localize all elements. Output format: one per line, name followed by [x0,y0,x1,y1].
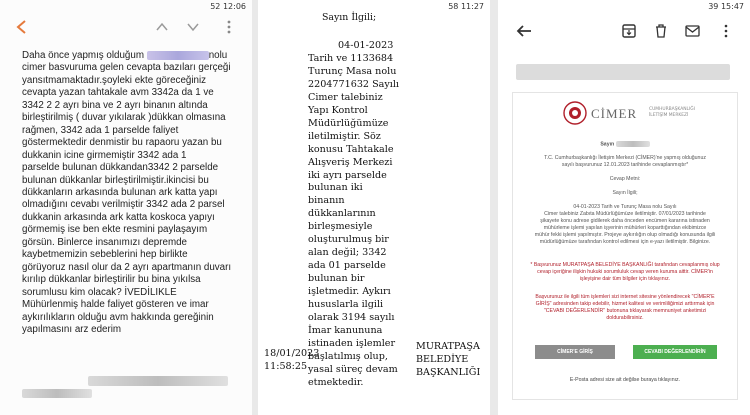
signature-line: MURATPAŞA [416,341,480,352]
letter-line: konusu Tahtakale [308,143,394,155]
message-toolbar [0,14,252,42]
letter-line: 04-01-2023 [338,40,394,51]
message-line [22,112,232,124]
letter-line: oluşturulmuş bir [308,234,389,246]
letter-line: olarak 3194 sayılı [308,312,395,324]
logo-sub-line: CUMHURBAŞKANLIĞI [649,107,695,112]
footer-link[interactable]: E-Posta adresi size ait değilse buraya tıklayınız. [569,377,681,383]
redacted-number [147,51,209,60]
message-line [22,125,232,137]
message-line [22,237,232,249]
letter-line: hususlarla ilgili [308,299,384,311]
status-time: 39 15:47 [708,2,744,11]
delete-icon[interactable] [655,24,667,38]
message-text: dükkanların arkasında bulunan ark katta yapı [22,186,218,198]
message-body [22,50,232,336]
salutation-text: Sayın [600,141,615,148]
message-text: cimer basvuruma gelen cevapta bazıları gerçeği [22,62,231,74]
letter-signature [416,341,480,379]
message-line [22,212,232,224]
more-icon[interactable] [224,19,234,35]
back-arrow-icon[interactable] [14,19,30,35]
signature-line: BAŞKANLIĞI [416,366,481,378]
letter-line: birleşmesiyle [308,221,373,233]
status-bar [498,0,750,14]
reply-line: 04-01-2023 Tarih ve Turunç Masa nolu Sayılı [573,204,677,210]
letter-line: Turunç Masa nolu [308,65,397,77]
letter-line: bulunan iki [308,182,363,194]
message-line [22,187,232,199]
message-text: parselde bulunan dükkandan3342 2 parselde [22,162,219,174]
message-line [22,299,232,311]
notice-line: cevap içeriğine ilişkin hukuki sorumluluk cevap veren kuruma aittir. CİMER'in [537,269,713,275]
signature-line: BELEDİYE [416,353,469,365]
message-line [22,287,232,299]
message-text: yansıtmamaktadır.şoyleki ekte göreceğiniz [22,74,207,86]
letter-line: ada 01 parselde [308,260,386,272]
message-text: görsün. Binlerce insanımızı depremde [22,236,187,248]
letter-timestamp [264,348,319,374]
message-text: yapılmasını arz ederim [22,323,122,335]
message-text: nolu [208,50,228,61]
reply-line: mühürleme işlemi yapılan işyerinin mühürleri koparttığından ekibimizce [543,225,707,231]
message-line [22,75,232,87]
letter-line: bulunan bir [308,273,365,285]
reply-line: Cimer talebiniz Zabıta Müdürlüğümüze iletilmiştir. 07/01/2023 tarihinde [544,211,706,217]
message-text: göstermektedir denmistir bu rapaoru yazan bu [22,137,222,149]
reply-line: mühür fekki işlemi yapılmıştır. Projeye aykırılığın olup olmadığı konusunda ilgili [534,232,716,238]
email-screen [498,0,750,415]
status-time: 58 11:27 [448,2,484,11]
message-text: görmemiş ise ben ekte resmini paylaşayım [22,224,208,236]
logo-sub-line: İLETİŞİM MERKEZİ [649,112,689,118]
message-text: cevapta yazan tahtakale avm 3342a da 1 ve [22,87,214,99]
logo-text: CİMER [591,106,638,121]
letter-line: etmektedir. [308,376,364,388]
redacted-subject [516,64,730,80]
message-line [22,312,232,324]
email-content [512,92,738,400]
mail-icon[interactable] [685,25,700,37]
message-line [22,100,232,112]
letter-date: 18/01/2023 [264,348,320,359]
reply-greeting: Sayın İlgili; [612,190,638,196]
letter-body [308,40,420,390]
letter-line: iki ayrı parselde [308,169,387,181]
message-line [22,162,232,174]
message-line [22,262,232,274]
message-line [22,50,232,62]
message-text: dukkanin icine girmemiştir 3342 ada 1 [22,149,187,161]
letter-screen [258,0,490,415]
reply-line: müdürlüğümüze tarafından kontrol edilmesi için e-yazı iletilmiştir. Bilginize. [539,239,711,245]
back-arrow-icon[interactable] [516,24,532,38]
email-toolbar [498,14,750,44]
status-time: 52 12:06 [210,2,246,11]
cimer-logo [553,101,703,127]
notice-line: * Başvurunuz MURATPAŞA BELEDİYE BAŞKANLIĞI tarafından cevaplanmış olup [530,262,720,268]
message-text: sorumlusu kim olacak? İVEDİLIKLE [22,286,177,298]
redacted-text [22,389,92,398]
cimer-login-button[interactable]: CİMER'E GİRİŞ [535,345,615,359]
letter-line: Alışveriş Merkezi [308,156,393,168]
letter-line: dükkanlarının [308,208,376,220]
archive-icon[interactable] [622,24,636,38]
message-line [22,249,232,261]
reply-heading: Cevap Metni: [609,176,641,182]
survey-line: GİRİŞ" adresinden takip edebilir, hizmet kalitesi ve verimliliğimizi arttırmak için [535,301,715,307]
message-text: olmadığını cevabı verilmiştir 3342 ada 2 parsel [22,199,225,211]
survey-line: "CEVABI DEĞERLENDİR" butonuna tıklayarak memnuniyet anketimizi [543,308,707,314]
letter-line: alan değil; 3342 [308,247,387,259]
message-text: dukkanin arkasında ark katta koskoca yapıyı [22,211,215,223]
message-line [22,137,232,149]
message-line [22,224,232,236]
letter-line: işletmedir. Aykırı [308,286,391,298]
notice-text [513,262,737,283]
letter-line: Tarih ve 1133684 [308,52,394,64]
message-line [22,199,232,211]
cimer-seal-icon [563,101,587,125]
up-arrow-icon[interactable] [155,20,169,34]
down-arrow-icon[interactable] [186,20,200,34]
survey-line: Başvurunuz ile ilgili tüm işlemleri sizi internet sitesine yönlendirecek "CİMER'E [535,294,715,300]
salutation [513,141,737,148]
letter-line: iletilmiştir. Söz [308,130,381,142]
message-text: aykırılıkların olduğu avm hakkında gereğinin [22,311,214,323]
reply-line: şikayete konu adrese gidilerek daha önceden encümen kararına istinaden [540,218,710,224]
intro-line: T.C. Cumhurbaşkanlığı İletişim Merkezi (CİMER)'ne yapmış olduğunuz [544,155,706,161]
rate-answer-button[interactable]: CEVABI DEĞERLENDİRİN [633,345,717,359]
message-text: bulunan dükkanlar birleştirilmiştir.ikincisi bu [22,174,209,186]
letter-line: Cimer talebiniz [308,91,383,103]
redacted-sender [88,376,228,386]
letter-line: 2204771632 Sayılı [308,78,400,90]
message-text: 3342 2 2 ayrı bina ve 2 ayrı binanın altında [22,99,208,111]
logo-subtitle [649,107,695,118]
message-text: kırılıp dükkanlar birleştirilir bu bina yıkılsa [22,274,201,286]
message-line [22,87,232,99]
message-line [22,274,232,286]
notice-line: işleyişine dair tüm bilgiler için tıklayınız. [579,276,671,282]
intro-line: sayılı başvurunuz 12.01.2023 tarihinde cevaplanmıştır* [561,162,689,168]
message-line [22,175,232,187]
status-bar [0,0,252,14]
letter-line: yasal süreç devam [308,363,398,375]
message-text: rağmen, 3342 ada 1 parselde faliyet [22,124,179,136]
message-line [22,62,232,74]
reply-text [513,204,737,246]
message-text: görüyoruz nasıl olur da 2 ayrı apartmanın duvarı [22,261,232,273]
letter-line: başlatılmış olup, [308,350,388,362]
letter-line: Müdürlüğümüze [308,117,389,129]
survey-text [513,294,737,322]
message-screen [0,0,252,415]
letter-line: Yapı Kontrol [308,104,368,116]
letter-line: istinaden işlemler [308,337,396,349]
more-icon[interactable] [723,24,729,38]
message-text: birleştirilmiş ( duvar yıkılarak )dükkan olmasına [22,112,226,124]
message-text: Daha önce yapmış olduğum [22,50,147,61]
letter-time: 11:58:25 [264,360,308,372]
letter-line: binanın [308,195,345,207]
letter-greeting: Sayın İlgili; [322,12,377,23]
message-text: kaybetmemizin sebeblerini hep birlikte [22,249,188,261]
letter-line: İmar kanununa [308,324,383,336]
message-line [22,324,232,336]
message-line [22,150,232,162]
survey-line: doldurabilirsiniz. [606,315,644,321]
message-text: Mühürlenmiş halde faliyet gösteren ve imar [22,299,209,311]
divider [490,0,498,415]
